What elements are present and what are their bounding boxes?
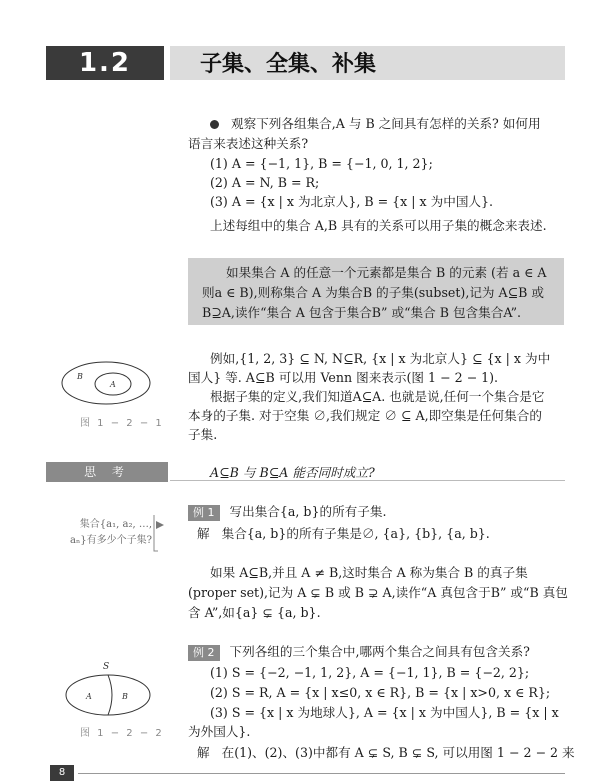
bullet-icon [210, 120, 219, 129]
section-number: 1.2 [46, 46, 164, 80]
sidenote-pointer-icon [152, 513, 166, 553]
example-text-line1: 例如,{1, 2, 3} ⊆ N, N⊆R, {x | x 为北京人} ⊆ {x | x 为中 [210, 351, 551, 366]
intro-item-3: (3) A = {x | x 为北京人}, B = {x | x 为中国人}. [210, 194, 494, 209]
intro-question-line2: 语言来表述这种关系? [188, 136, 309, 151]
sidenote-line1: 集合{a₁, a₂, …, [79, 519, 152, 530]
example-1-solution-line: 解 集合{a, b}的所有子集是∅, {a}, {b}, {a, b}. [197, 526, 490, 541]
example-text-line5: 子集. [188, 427, 218, 442]
definition-line3: B⊇A,读作“集合 A 包含于集合B” 或“集合 B 包含集合A”. [202, 305, 522, 320]
venn2-label-s: S [103, 662, 110, 672]
example-2-item-3-cont: 为外国人}. [188, 724, 251, 739]
proper-subset-line1: 如果 A⊆B,并且 A ≠ B,这时集合 A 称为集合 B 的真子集 [210, 565, 528, 580]
venn2-label-a: A [86, 692, 92, 701]
sidenote [40, 517, 152, 549]
figure-1-caption: 图 1 − 2 − 1 [80, 418, 164, 429]
definition-line1: 如果集合 A 的任意一个元素都是集合 B 的元素 (若 a ∈ A [226, 265, 547, 280]
intro-item-2: (2) A = N, B = R; [210, 175, 320, 190]
page-number: 8 [50, 765, 74, 781]
example-2-item-1: (1) S = {−2, −1, 1, 2}, A = {−1, 1}, B = {−2, 2}; [210, 665, 530, 680]
example-2-tag: 例 2 [188, 645, 220, 661]
sidenote-line2: aₙ}有多少个子集? [69, 535, 152, 546]
intro-item-1: (1) A = {−1, 1}, B = {−1, 0, 1, 2}; [210, 156, 433, 171]
example-text-line2: 国人} 等. A⊆B 可以用 Venn 图来表示(图 1 − 2 − 1). [188, 370, 499, 385]
think-label: 思 考 [46, 462, 168, 482]
venn-diagram-subset [60, 360, 152, 406]
venn-label-b: B [77, 372, 83, 381]
example-text-line4: 本身的子集. 对于空集 ∅,我们规定 ∅ ⊆ A,即空集是任何集合的 [188, 408, 542, 423]
section-title: 子集、全集、补集 [200, 51, 377, 77]
definition-box [188, 258, 564, 325]
example-2-item-2: (2) S = R, A = {x | x≤0, x ∈ R}, B = {x | x>0, x ∈ R}; [210, 685, 551, 700]
example-1-tag: 例 1 [188, 505, 220, 521]
example-2-item-3: (3) S = {x | x 为地球人}, A = {x | x 为中国人}, B = {x | x [210, 705, 559, 720]
definition-line2: 则a ∈ B),则称集合 A 为集合B 的子集(subset),记为 A⊆B 或 [202, 285, 545, 300]
proper-subset-line2: (proper set),记为 A ⊊ B 或 B ⊋ A,读作“A 真包含于B” 或“B 真包 [188, 585, 568, 600]
figure-2-caption: 图 1 − 2 − 2 [80, 728, 164, 739]
example-1-question-line: 例 1 写出集合{a, b}的所有子集. [188, 502, 386, 521]
intro-question-line1: 观察下列各组集合,A 与 B 之间具有怎样的关系? 如何用 [210, 114, 541, 133]
example-2-solution-line: 解 在(1)、(2)、(3)中都有 A ⊊ S, B ⊊ S, 可以用图 1 − 2 − 2 来 [197, 745, 575, 760]
proper-subset-line3: 含 A”,如{a} ⊊ {a, b}. [188, 605, 321, 620]
intro-summary: 上述每组中的集合 A,B 具有的关系可以用子集的概念来表述. [210, 218, 547, 233]
venn-label-a: A [110, 380, 116, 389]
example-text-line3: 根据子集的定义,我们知道A⊆A. 也就是说,任何一个集合是它 [210, 389, 545, 404]
example-2-question-line: 例 2 下列各组的三个集合中,哪两个集合之间具有包含关系? [188, 642, 530, 661]
think-question: A⊆B 与 B⊆A 能否同时成立? [210, 465, 375, 480]
venn-diagram-partition [64, 673, 152, 717]
footer-divider [78, 773, 565, 774]
venn2-label-b: B [122, 692, 128, 701]
